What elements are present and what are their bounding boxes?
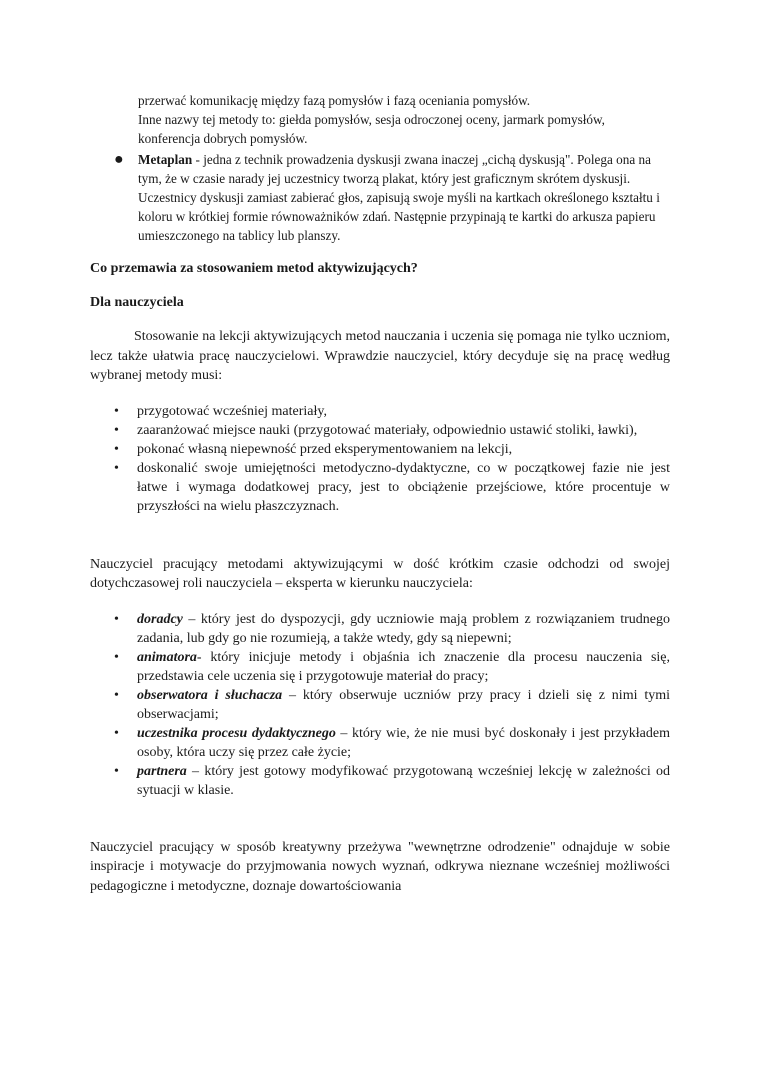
list-item: • obserwatora i słuchacza – który obserwuje uczniów przy pracy i dzieli się z nimi tymi obserwacjami; — [114, 687, 670, 722]
section-heading: Co przemawia za stosowaniem metod aktywizujących? — [90, 261, 418, 276]
bullet-icon: • — [114, 763, 119, 779]
list-item: • doskonalić swoje umiejętności metodyczno-dydaktyczne, co w początkowej fazie nie jest łatwe i wymaga dodatkowej pracy, jest to obciążenie przejściowe, które procentuje w przyszłości na wielu płaszczyznach. — [114, 460, 670, 514]
paragraph-creative: Nauczyciel pracujący w sposób kreatywny przeżywa "wewnętrzne odrodzenie" odnajduje w sobie inspiracje i motywacje do przyjmowania nowych wyznań, odkrywa nieznane wcześniej możliwości pedagogiczne i metodyczne, doznaje dowartościowania — [90, 839, 670, 894]
metaplan-item — [114, 150, 670, 245]
bullet-icon: • — [114, 441, 119, 457]
metaplan-text: - jedna z technik prowadzenia dyskusji zwana inaczej „cichą dyskusją". Polega ona na tym, że w czasie narady jej uczestnicy tworzą plakat, który jest graficznym skrótem dyskusji. Uczestnicy dyskusji zamiast zabierać głos, zapisują swoje myśli na kartkach określonego kształtu i koloru w krótkiej formie równoważników zdań. Następnie przypinają te kartki do arkusza papieru umieszczonego na tablicy lub planszy. — [138, 152, 660, 243]
bullet-icon: • — [114, 725, 119, 741]
role-term: partnera — [137, 763, 187, 779]
role-term: uczestnika procesu dydaktycznego — [137, 725, 336, 741]
list-item: • przygotować wcześniej materiały, — [114, 403, 327, 419]
bullet-icon: • — [114, 649, 119, 665]
must-list — [90, 402, 670, 516]
role-term: doradcy — [137, 611, 183, 627]
paragraph-roles-intro: Nauczyciel pracujący metodami aktywizującymi w dość krótkim czasie odchodzi od swojej dotychczasowej roli nauczyciela – eksperta w kierunku nauczyciela: — [90, 556, 670, 591]
bullet-icon: ● — [114, 151, 124, 168]
metaplan-term: Metaplan — [138, 152, 193, 167]
list-item: • pokonać własną niepewność przed eksperymentowaniem na lekcji, — [114, 441, 513, 457]
subsection-heading: Dla nauczyciela — [90, 295, 184, 310]
intro-line-3: konferencja dobrych pomysłów. — [138, 131, 308, 146]
list-item: • uczestnika procesu dydaktycznego – który wie, że nie musi być doskonały i jest przykładem osoby, która uczy się przez całe życie; — [114, 725, 670, 760]
bullet-icon: • — [114, 460, 119, 476]
bullet-icon: • — [114, 403, 119, 419]
bullet-icon: • — [114, 422, 119, 438]
bullet-icon: • — [114, 611, 119, 627]
intro-line-2: Inne nazwy tej metody to: giełda pomysłów, sesja odroczonej oceny, jarmark pomysłów, — [138, 112, 605, 127]
role-term: animatora — [137, 649, 197, 665]
list-item: • zaaranżować miejsce nauki (przygotować materiały, odpowiednio ustawić stoliki, ławki), — [114, 422, 638, 438]
role-term: obserwatora i słuchacza — [137, 687, 283, 703]
document-page — [90, 91, 670, 896]
paragraph-intro: Stosowanie na lekcji aktywizujących metod nauczania i uczenia się pomaga nie tylko uczniom, lecz także ułatwia pracę nauczycielowi. Wprawdzie nauczyciel, który decyduje się na pracę według wybranej metody musi: — [90, 329, 670, 383]
list-item: • doradcy – który jest do dyspozycji, gdy uczniowie mają problem z rozwiązaniem trudnego zadania, lub gdy go nie rozumieją, a także wtedy, gdy są niepewni; — [114, 611, 670, 646]
list-item: • partnera – który jest gotowy modyfikować przygotowaną wcześniej lekcję w zależności od sytuacji w klasie. — [114, 763, 670, 798]
list-item: • animatora- który inicjuje metody i objaśnia ich znaczenie dla procesu nauczenia się, przedstawia cele uczenia się i przygotowuje materiał do pracy; — [114, 649, 670, 684]
bullet-icon: • — [114, 687, 119, 703]
intro-block — [138, 91, 670, 148]
intro-line-1: przerwać komunikację między fazą pomysłów i fazą oceniania pomysłów. — [138, 93, 531, 108]
role-list — [90, 610, 670, 800]
